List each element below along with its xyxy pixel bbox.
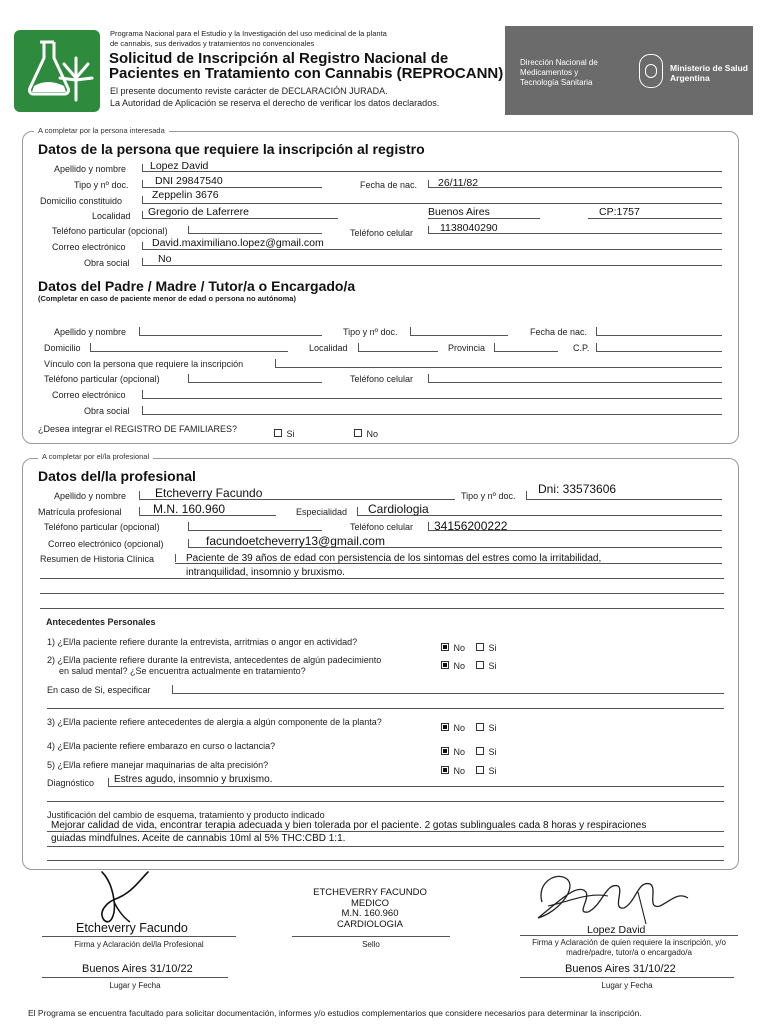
- q1-yes-option[interactable]: [476, 638, 496, 656]
- coat-of-arms-inner: [645, 64, 657, 78]
- yes-label: Si: [488, 661, 497, 671]
- q4-no-checkbox[interactable]: [441, 747, 449, 755]
- guardian-cell-field[interactable]: [428, 382, 722, 383]
- declaration-note: [110, 86, 439, 109]
- pro-phone-label: Teléfono particular (opcional): [44, 522, 160, 532]
- guardian-name-label: Apellido y nombre: [54, 327, 127, 337]
- pro-cell-label: Teléfono celular: [350, 522, 414, 532]
- q1-yes-checkbox[interactable]: [476, 643, 484, 651]
- question-2-line: en salud mental? ¿Se encuentra actualmente en tratamiento?: [59, 666, 306, 676]
- family-no-checkbox[interactable]: [354, 429, 362, 437]
- diagnosis-value[interactable]: Estres agudo, insomnio y bruxismo.: [114, 774, 273, 785]
- patient-cell-label: Teléfono celular: [350, 228, 414, 238]
- history-line-2[interactable]: intranquilidad, insomnio y bruxismo.: [186, 567, 345, 578]
- note-line: El presente documento reviste carácter de DECLARACIÓN JURADA.: [110, 86, 388, 96]
- q3-yes-checkbox[interactable]: [476, 723, 484, 731]
- family-yes-option[interactable]: [274, 424, 294, 442]
- patient-cp-value[interactable]: CP:1757: [599, 206, 640, 218]
- guardian-phone-field[interactable]: [188, 382, 322, 383]
- patient-email-value[interactable]: David.maximiliano.lopez@gmail.com: [152, 237, 324, 249]
- guardian-cell-label: Teléfono celular: [350, 374, 414, 384]
- reprocann-logo: [14, 30, 100, 112]
- section-tag: A completar por la persona interesada: [34, 126, 169, 135]
- ministry-line: Argentina: [670, 73, 710, 83]
- guardian-birth-label: Fecha de nac.: [530, 327, 588, 337]
- pro-doc-value[interactable]: Dni: 33573606: [538, 482, 617, 496]
- guardian-doc-label: Tipo y nº doc.: [343, 327, 398, 337]
- patient-doc-value[interactable]: DNI 29847540: [155, 175, 223, 187]
- q2-yes-option[interactable]: [476, 656, 496, 674]
- patient-place-date[interactable]: Buenos Aires 31/10/22: [565, 963, 676, 975]
- agency-name: [520, 58, 625, 88]
- guardian-social-field[interactable]: [142, 414, 722, 415]
- q3-no-checkbox[interactable]: [441, 723, 449, 731]
- guardian-social-label: Obra social: [84, 406, 130, 416]
- q4-no-option[interactable]: [441, 742, 465, 760]
- stamp-line: M.N. 160.960: [341, 908, 399, 919]
- patient-name-value[interactable]: Lopez David: [150, 160, 209, 172]
- guardian-address-field[interactable]: [90, 351, 288, 352]
- pro-specialty-value[interactable]: Cardiologia: [368, 502, 429, 516]
- professional-signature-caption: Firma y Aclaración del/la Profesional: [74, 940, 204, 949]
- q3-yes-option[interactable]: [476, 718, 496, 736]
- yes-label: Si: [488, 643, 497, 653]
- patient-caption-line: Firma y Aclaración de quien requiere la inscripción, y/o: [532, 938, 726, 947]
- no-label: No: [453, 766, 465, 776]
- stamp-line: CARDIOLOGIA: [337, 918, 403, 930]
- program-name: [110, 29, 410, 48]
- flask-cannabis-icon: [14, 30, 100, 112]
- form-title: [109, 51, 503, 81]
- q1-no-option[interactable]: [441, 638, 465, 656]
- program-line: Programa Nacional para el Estudio y la Investigación del uso medicinal de la planta: [110, 29, 387, 38]
- patient-cell-value[interactable]: 1138040290: [440, 222, 498, 234]
- pro-doc-label: Tipo y nº doc.: [461, 491, 516, 501]
- justification-label: Justificación del cambio de esquema, tratamiento y producto indicado: [47, 810, 325, 820]
- history-label: Resumen de Historia Clínica: [40, 554, 155, 564]
- stamp-line: ETCHEVERRY FACUNDO: [313, 887, 427, 898]
- title-line: Pacientes en Tratamiento con Cannabis (REPROCANN): [109, 65, 504, 82]
- yes-label: Si: [488, 723, 497, 733]
- pro-name-value[interactable]: Etcheverry Facundo: [155, 486, 263, 500]
- patient-email-label: Correo electrónico: [52, 242, 126, 252]
- q5-no-checkbox[interactable]: [441, 766, 449, 774]
- no-label: No: [453, 661, 465, 671]
- specify-field[interactable]: [172, 693, 724, 694]
- patient-signature-caption: [514, 938, 744, 957]
- patient-social-label: Obra social: [84, 258, 130, 268]
- patient-section-title: Datos de la persona que requiere la inscripción al registro: [38, 141, 425, 157]
- guardian-locality-label: Localidad: [309, 343, 348, 353]
- place-date-caption: Lugar y Fecha: [109, 981, 161, 990]
- guardian-section-title: Datos del Padre / Madre / Tutor/a o Encargado/a: [38, 278, 356, 294]
- justification-line-1[interactable]: Mejorar calidad de vida, encontrar terapia adecuada y bien tolerada por el paciente. 2 gotas sublinguales cada 8 horas y respiraciones: [51, 820, 647, 831]
- pro-license-value[interactable]: M.N. 160.960: [153, 502, 226, 516]
- pro-email-value[interactable]: facundoetcheverry13@gmail.com: [206, 534, 385, 548]
- q2-no-checkbox[interactable]: [441, 661, 449, 669]
- note-line: La Autoridad de Aplicación se reserva el derecho de verificar los datos declarados.: [110, 97, 440, 108]
- guardian-phone-label: Teléfono particular (opcional): [44, 374, 160, 384]
- no-label: No: [453, 723, 465, 733]
- title-line: Solicitud de Inscripción al Registro Nacional de: [109, 50, 449, 67]
- guardian-email-field[interactable]: [142, 398, 722, 399]
- q1-no-checkbox[interactable]: [441, 643, 449, 651]
- guardian-email-label: Correo electrónico: [52, 390, 126, 400]
- patient-locality-value[interactable]: Gregorio de Laferrere: [148, 206, 249, 218]
- pro-specialty-label: Especialidad: [296, 507, 348, 517]
- question-2: [47, 655, 381, 677]
- agency-line: Medicamentos y: [520, 68, 579, 77]
- patient-locality-label: Localidad: [92, 211, 131, 221]
- guardian-name-field[interactable]: [139, 335, 322, 336]
- q4-yes-checkbox[interactable]: [476, 747, 484, 755]
- antecedents-title: Antecedentes Personales: [46, 617, 156, 627]
- family-no-option[interactable]: [354, 424, 378, 442]
- program-line: de cannabis, sus derivados y tratamientos no convencionales: [110, 38, 315, 48]
- guardian-link-field[interactable]: [275, 367, 722, 368]
- yes-label: Si: [488, 766, 497, 776]
- question-4: 4) ¿El/la paciente refiere embarazo en curso o lactancia?: [47, 741, 276, 751]
- patient-phone-label: Teléfono particular (opcional): [52, 226, 168, 236]
- q3-no-option[interactable]: [441, 718, 465, 736]
- no-label: No: [453, 643, 465, 653]
- patient-doc-label: Tipo y nº doc.: [74, 180, 129, 190]
- guardian-cp-label: C.P.: [573, 343, 590, 353]
- professional-place-date[interactable]: Buenos Aires 31/10/22: [82, 963, 193, 975]
- pro-license-label: Matrícula profesional: [38, 507, 122, 517]
- question-5: 5) ¿El/la refiere manejar maquinarias de alta precisión?: [47, 760, 269, 770]
- question-2-line: 2) ¿El/la paciente refiere durante la entrevista, antecedentes de algún padecimiento: [47, 655, 382, 665]
- patient-birth-label: Fecha de nac.: [360, 180, 418, 190]
- ministry-name: [670, 63, 748, 83]
- q5-yes-option[interactable]: [476, 761, 496, 779]
- family-registry-question: ¿Desea integrar el REGISTRO DE FAMILIARES?: [38, 424, 238, 434]
- pro-cell-value[interactable]: 34156200222: [434, 519, 508, 533]
- guardian-cp-field[interactable]: [596, 351, 722, 352]
- q5-no-option[interactable]: [441, 761, 465, 779]
- question-3: 3) ¿El/la paciente refiere antecedentes de alergia a algún componente de la planta?: [47, 717, 382, 727]
- question-1: 1) ¿El/la paciente refiere durante la entrevista, arritmias o angor en actividad?: [47, 637, 358, 647]
- guardian-province-field[interactable]: [494, 351, 558, 352]
- ministry-line: Ministerio de Salud: [670, 63, 748, 73]
- agency-line: Dirección Nacional de: [520, 58, 598, 67]
- patient-signature-name: Lopez David: [587, 924, 646, 936]
- agency-line: Tecnología Sanitaria: [520, 78, 593, 87]
- professional-section-title: Datos del/la profesional: [38, 468, 196, 484]
- guardian-locality-field[interactable]: [358, 351, 438, 352]
- family-yes-label: Si: [286, 429, 295, 439]
- q5-yes-checkbox[interactable]: [476, 766, 484, 774]
- pro-name-label: Apellido y nombre: [54, 491, 127, 501]
- patient-address-label: Domicilio constituido: [40, 196, 123, 206]
- family-no-label: No: [366, 429, 378, 439]
- patient-name-label: Apellido y nombre: [54, 164, 127, 174]
- guardian-address-label: Domicilio: [44, 343, 81, 353]
- patient-signature: [528, 862, 698, 932]
- q2-yes-checkbox[interactable]: [476, 661, 484, 669]
- place-date-caption: Lugar y Fecha: [601, 981, 653, 990]
- yes-label: Si: [488, 747, 497, 757]
- justification-line-2[interactable]: guiadas mindfulnes. Aceite de cannabis 10ml al 5% THC:CBD 1:1.: [51, 833, 346, 844]
- patient-address-value[interactable]: Zeppelin 3676: [152, 189, 219, 201]
- section-tag: A completar por el/la profesional: [38, 452, 153, 461]
- footer-note: El Programa se encuentra facultado para solicitar documentación, informes y/o estudios complementarios que considere necesarios para determinar la inscripción.: [28, 1008, 642, 1018]
- guardian-province-label: Provincia: [448, 343, 486, 353]
- no-label: No: [453, 747, 465, 757]
- patient-province-value[interactable]: Buenos Aires: [428, 206, 490, 218]
- guardian-link-label: Vínculo con la persona que requiere la inscripción: [44, 359, 244, 369]
- patient-birth-value[interactable]: 26/11/82: [438, 177, 479, 189]
- q4-yes-option[interactable]: [476, 742, 496, 760]
- pro-email-label: Correo electrónico (opcional): [48, 539, 164, 549]
- specify-label: En caso de Si, especificar: [47, 685, 151, 695]
- history-line-1[interactable]: Paciente de 39 años de edad con persistencia de los sintomas del estres como la irritabilidad,: [186, 553, 602, 564]
- diagnosis-label: Diagnóstico: [47, 778, 95, 788]
- guardian-birth-field[interactable]: [596, 335, 722, 336]
- guardian-doc-field[interactable]: [410, 335, 508, 336]
- stamp-caption: Sello: [362, 940, 380, 949]
- patient-social-value[interactable]: No: [158, 253, 172, 265]
- pro-phone-field[interactable]: [188, 530, 322, 531]
- professional-signature-name: Etcheverry Facundo: [76, 921, 188, 935]
- q2-no-option[interactable]: [441, 656, 465, 674]
- guardian-subtitle: (Completar en caso de paciente menor de edad o persona no autónoma): [38, 294, 296, 303]
- professional-stamp: [290, 888, 450, 930]
- stamp-line: MEDICO: [351, 897, 389, 909]
- family-yes-checkbox[interactable]: [274, 429, 282, 437]
- professional-signature: [88, 866, 168, 928]
- patient-caption-line: madre/padre, tutor/a o encargado/a: [566, 947, 692, 957]
